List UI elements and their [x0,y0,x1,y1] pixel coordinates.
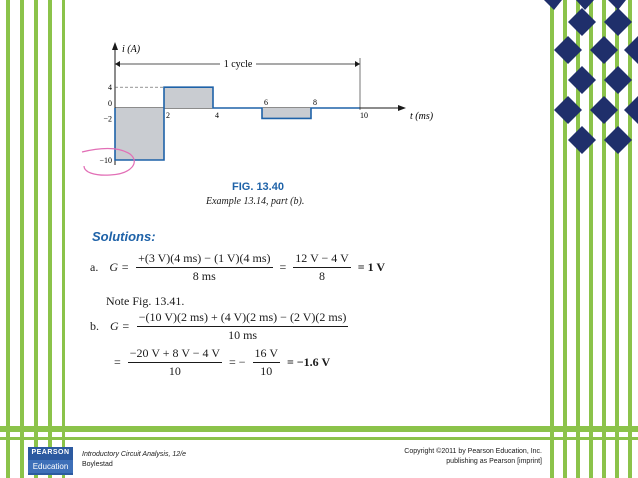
diamond-pattern [532,0,638,170]
pulse-area [115,108,164,160]
eq-a-equals: = [279,260,287,274]
cycle-arrow-right [355,61,360,67]
figure-number: FIG. 13.40 [232,181,284,193]
eq-b-fraction-2 [128,346,222,379]
logo-bottom-text: Education [28,460,73,473]
note-text: Note Fig. 13.41. [106,294,185,308]
left-stripe [20,0,24,478]
pulse-area [262,108,311,118]
x-tick-label: 6 [264,98,268,107]
footer-bar [0,437,638,440]
x-axis-label: t (ms) [410,111,434,122]
eq-b-den-2: 10 [168,364,181,378]
eq-a-result: = 1 V [357,260,386,274]
left-stripe [48,0,52,478]
eq-a-den-1: 8 ms [192,269,216,283]
solutions-heading: Solutions: [92,229,156,244]
eq-a-fraction-2 [293,251,350,284]
eq-b-result: = −1.6 V [287,355,331,369]
eq-b-den-3: 10 [260,364,273,378]
left-stripe [6,0,10,478]
x-axis-arrow [398,105,406,111]
eq-b-label: b. [90,319,99,333]
left-stripe [34,0,38,478]
eq-b-lhs: G = [110,319,130,333]
copyright-line-2: publishing as Pearson [imprint] [446,458,542,465]
logo-top-text: PEARSON [31,449,70,456]
copyright-line-1: Copyright ©2011 by Pearson Education, Inc. [404,448,542,455]
eq-b-num-2: −20 V + 8 V − 4 V [128,346,222,363]
figure-caption: Example 13.14, part (b). [206,196,305,207]
eq-b-num-3: 16 V [253,346,280,363]
eq-a-num-2: 12 V − 4 V [293,251,350,268]
eq-b-den-1: 10 ms [228,328,258,342]
y-axis-label: i (A) [122,44,141,55]
waveform-chart [70,40,450,180]
eq-b-fraction-1 [137,310,349,343]
eq-a-num-1: +(3 V)(4 ms) − (1 V)(4 ms) [136,251,272,268]
eq-b-equals: = [114,355,121,369]
pulse-area [164,87,213,108]
eq-a-den-2: 8 [319,269,326,283]
cycle-arrow-left [115,61,120,67]
eq-a-lhs: G = [109,260,130,274]
eq-a-fraction-1 [136,251,272,284]
x-tick-label: 8 [313,98,317,107]
y-tick-label: 0 [108,99,112,108]
x-tick-label: 4 [215,111,219,120]
eq-b-num-1: −(10 V)(2 ms) + (4 V)(2 ms) − (2 V)(2 ms) [137,310,349,327]
y-axis-arrow [112,42,118,50]
x-tick-label: 2 [166,111,170,120]
eq-a-label: a. [90,260,99,274]
footer-bar [0,426,638,432]
equation-b [86,310,348,343]
y-tick-label: −2 [103,114,112,124]
equation-b-continued [110,346,334,379]
equation-a [86,251,389,284]
cycle-label: 1 cycle [223,59,253,70]
eq-b-fraction-3 [253,346,280,379]
x-tick-label: 10 [360,111,368,120]
pearson-logo [28,447,73,475]
y-tick-label: −10 [99,156,112,165]
eq-b-equals-minus: = − [229,355,246,369]
y-tick-label: 4 [108,83,112,93]
book-author: Boylestad [82,461,113,468]
book-title: Introductory Circuit Analysis, 12/e [82,451,187,458]
left-stripe [62,0,65,478]
